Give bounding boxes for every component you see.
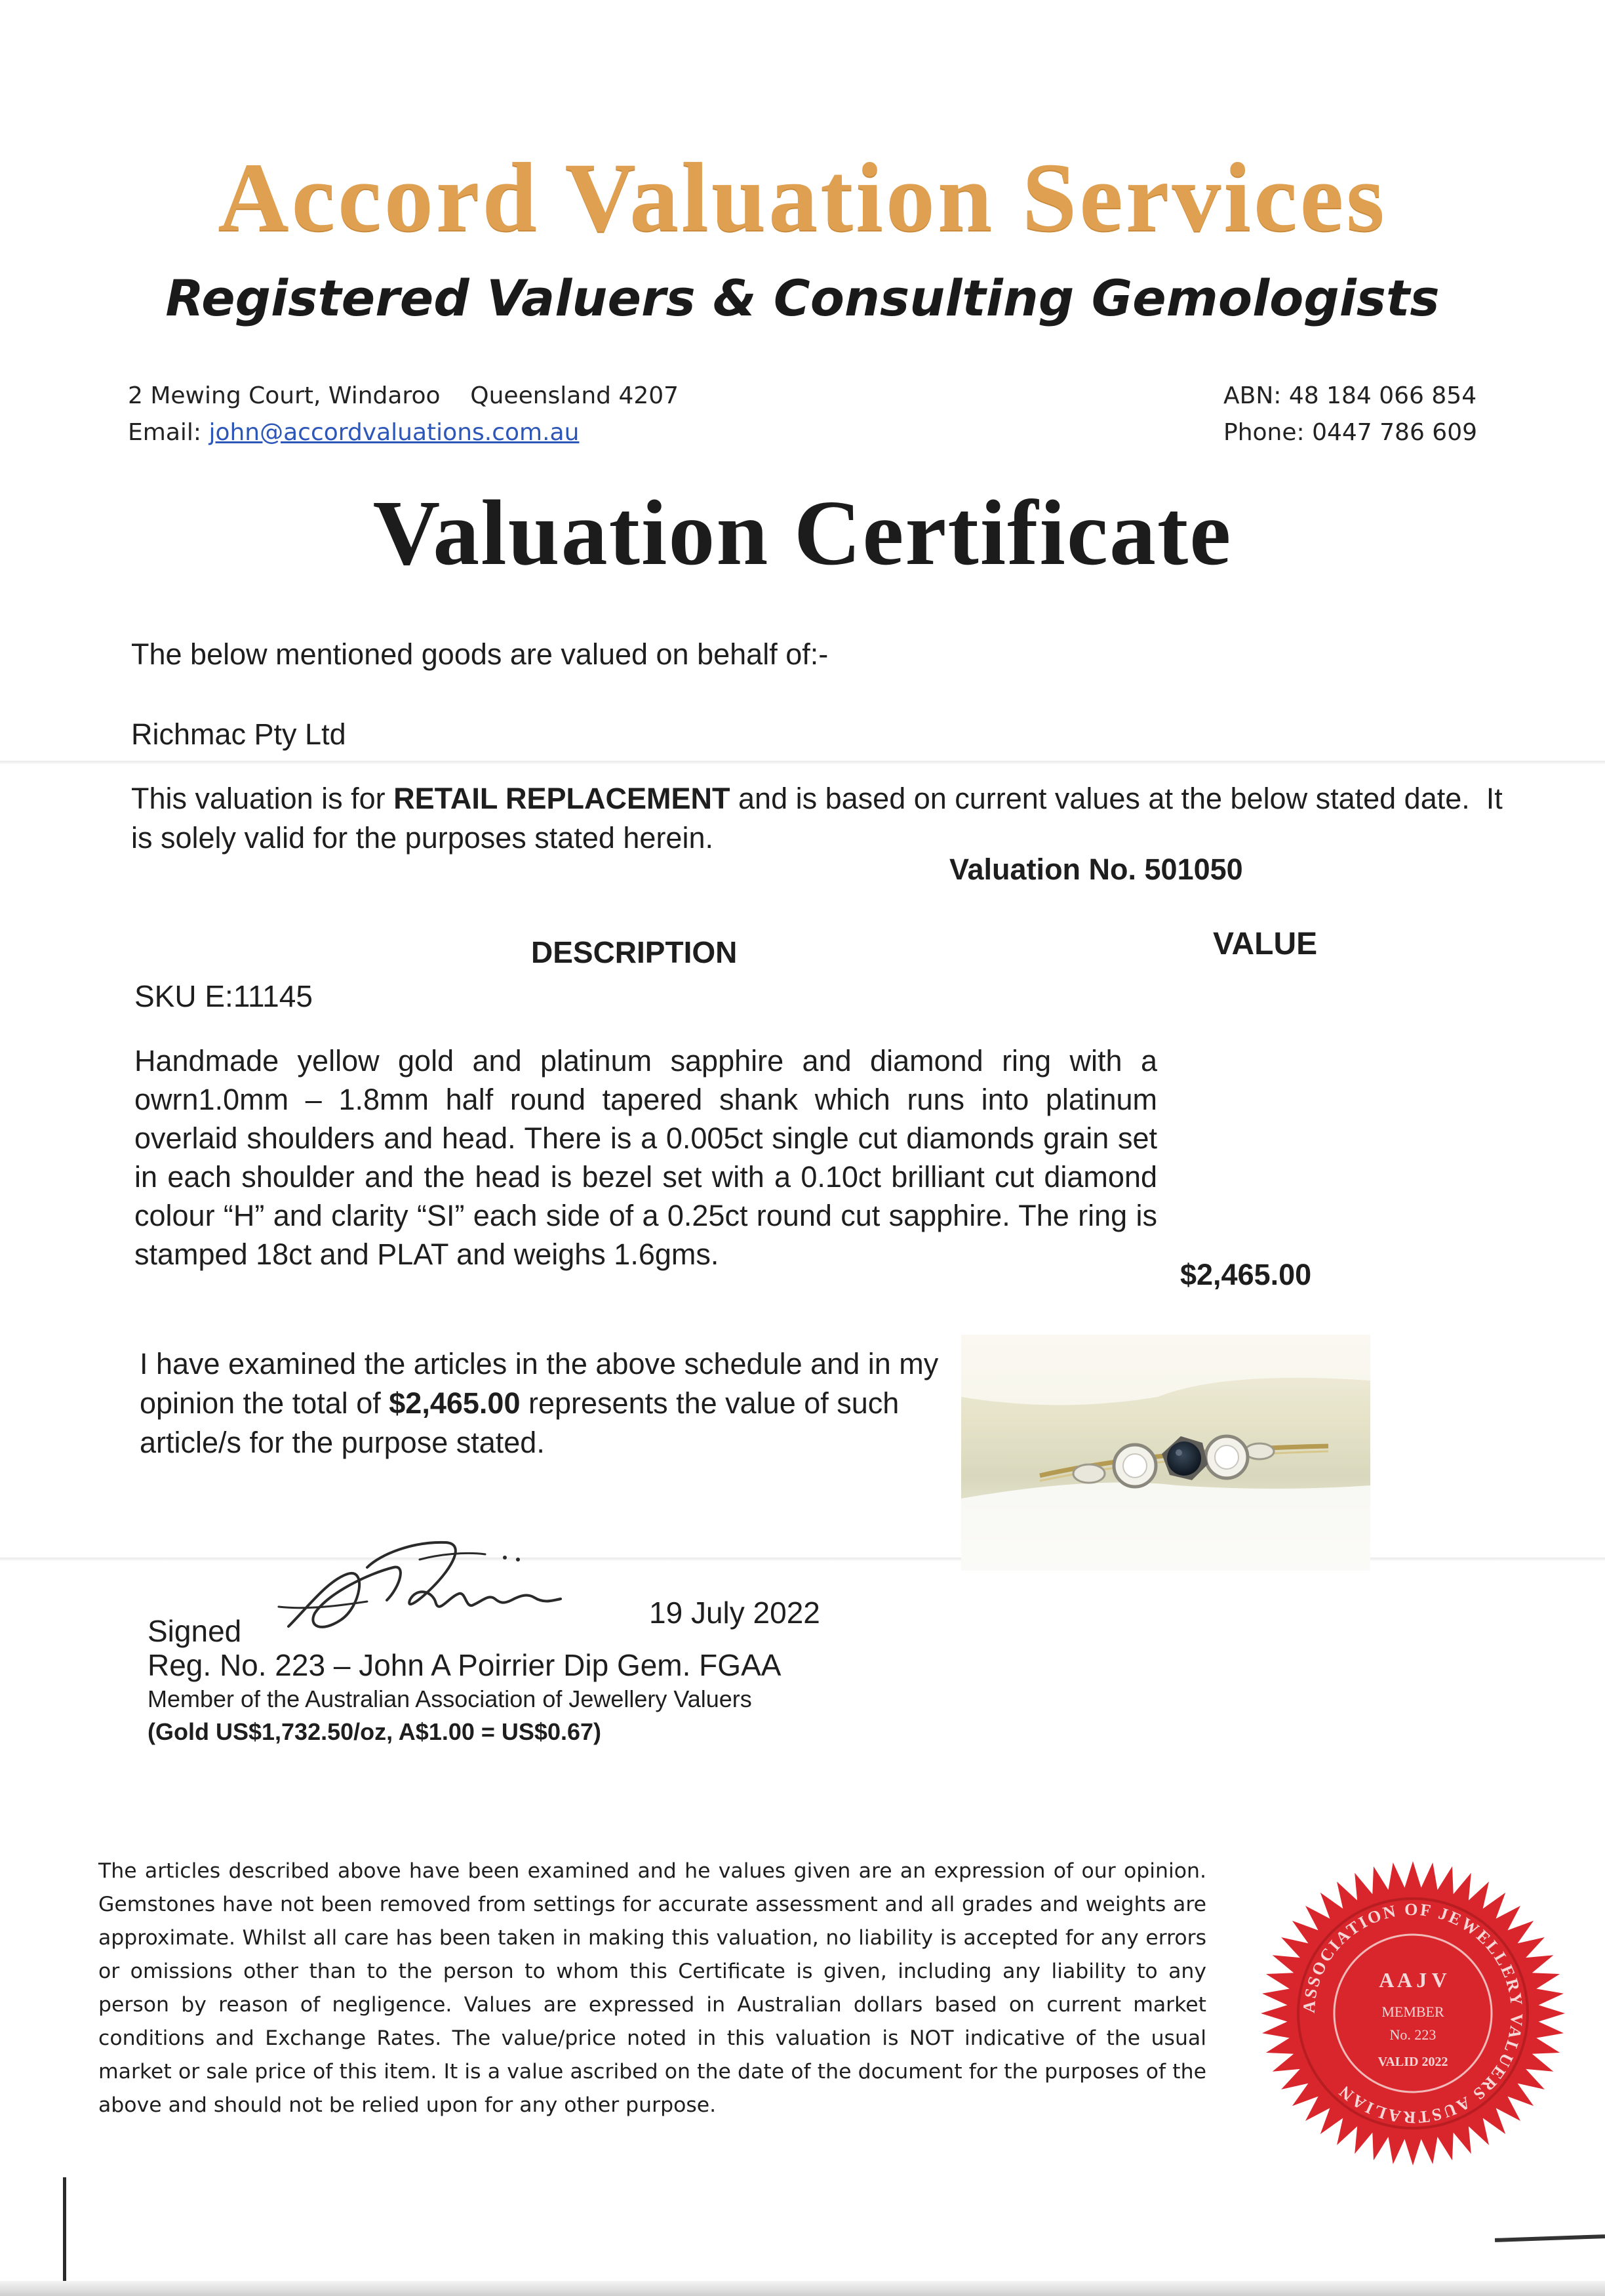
contact-left bbox=[128, 378, 679, 451]
valuation-number: Valuation No. 501050 bbox=[949, 853, 1243, 886]
purpose-text bbox=[131, 779, 1521, 858]
aajv-member-seal bbox=[1249, 1856, 1577, 2171]
contact-right bbox=[1223, 378, 1477, 451]
description-header: DESCRIPTION bbox=[531, 935, 738, 969]
opinion-total: $2,465.00 bbox=[389, 1386, 521, 1420]
scan-edge bbox=[1495, 2234, 1605, 2242]
value-header: VALUE bbox=[1213, 927, 1318, 961]
address: 2 Mewing Court, Windaroo Queensland 4207 bbox=[128, 382, 679, 409]
scan-edge bbox=[63, 2177, 66, 2295]
purpose-prefix: This valuation is for bbox=[131, 782, 394, 815]
purpose-suffix: and is based on current values at the below stated date. It is solely valid for the purposes stated herein. bbox=[131, 782, 1511, 855]
gold-exchange-rate: (Gold US$1,732.50/oz, A$1.00 = US$0.67) bbox=[148, 1718, 601, 1745]
intro-text: The below mentioned goods are valued on behalf of:- bbox=[131, 637, 829, 671]
disclaimer: The articles described above have been examined and he values given are an expression of our opinion. Gemstones have not been removed from settings for accurate assessment and all grades and weights are approximate. Whilst all care has been taken in making this valuation, no liability is accepted for any errors or omissions other than to the person to whom this Certificate is given, including any liability to any person by reason of negligence. Values are expressed in Australian dollars based on current market conditions and Exchange Rates. The value/price noted in this valuation is NOT indicative of the usual market or sale price of this item. It is a value ascribed on the date of the document for the purposes of the above and should not be relied upon for any other purpose. bbox=[98, 1859, 1206, 2117]
seal-line-3: No. 223 bbox=[1389, 2026, 1437, 2043]
valuer-registration: Reg. No. 223 – John A Poirrier Dip Gem. FGAA bbox=[148, 1648, 782, 1682]
seal-ring-text: ASSOCIATION OF JEWELLERY VALUERS AUSTRALIAN bbox=[1299, 1899, 1527, 2127]
client-name: Richmac Pty Ltd bbox=[131, 717, 346, 751]
signed-label: Signed bbox=[148, 1614, 242, 1648]
ring-photo bbox=[961, 1335, 1370, 1571]
seal-line-2: MEMBER bbox=[1381, 2004, 1444, 2020]
company-tagline: Registered Valuers & Consulting Gemologists bbox=[165, 269, 1440, 327]
signature-date: 19 July 2022 bbox=[649, 1596, 820, 1630]
item-description: Handmade yellow gold and platinum sapphire and diamond ring with a owrn1.0mm – 1.8mm half round tapered shank which runs into platinum overlaid shoulders and head. There is a 0.005ct single cut diamonds grain set in each shoulder and the head is bezel set with a 0.10ct brilliant cut diamond colour “H” and clarity “SI” each side of a 0.25ct round cut sapphire. The ring is stamped 18ct and PLAT and weighs 1.6gms. bbox=[134, 1044, 1157, 1271]
email-link[interactable]: john@accordvaluations.com.au bbox=[208, 419, 580, 446]
company-name: Accord Valuation Services bbox=[218, 143, 1387, 252]
seal-line-1: A A J V bbox=[1379, 1968, 1447, 1992]
purpose-type: RETAIL REPLACEMENT bbox=[393, 782, 730, 815]
scan-edge bbox=[0, 2281, 1605, 2296]
seal-line-4: VALID 2022 bbox=[1377, 2055, 1448, 2069]
abn: ABN: 48 184 066 854 bbox=[1223, 382, 1477, 409]
opinion-statement bbox=[140, 1344, 940, 1462]
certificate-title: Valuation Certificate bbox=[372, 481, 1233, 584]
email-line bbox=[128, 414, 679, 451]
opinion-suffix: represents the value of such article/s for the purpose stated. bbox=[140, 1386, 900, 1459]
paper-fold-line bbox=[0, 761, 1605, 765]
handwritten-signature bbox=[269, 1528, 636, 1659]
email-label: Email: bbox=[128, 419, 209, 446]
sku: SKU E:11145 bbox=[134, 979, 313, 1013]
item-value: $2,465.00 bbox=[1180, 1258, 1312, 1291]
phone: Phone: 0447 786 609 bbox=[1223, 419, 1478, 446]
opinion-prefix: I have examined the articles in the above schedule and in my opinion the total of bbox=[140, 1347, 939, 1420]
association-membership: Member of the Australian Association of Jewellery Valuers bbox=[148, 1685, 752, 1712]
